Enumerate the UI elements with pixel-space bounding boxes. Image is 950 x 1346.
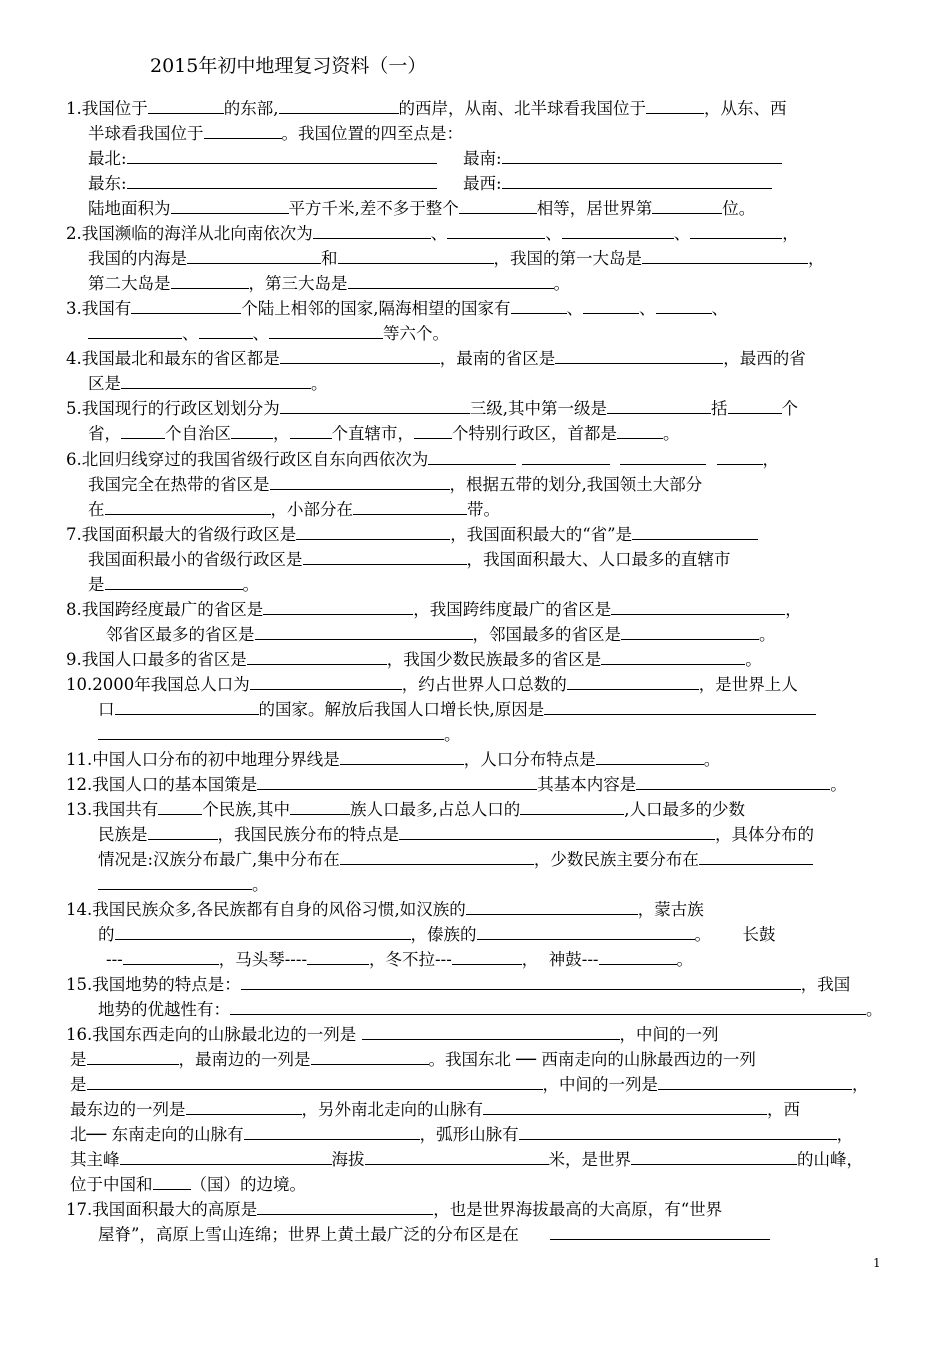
answer-blank[interactable]	[120, 1147, 332, 1165]
answer-blank[interactable]	[658, 1072, 852, 1090]
question-text: 最南:	[463, 149, 502, 168]
question-text: 。	[694, 925, 711, 944]
question-text: 14.我国民族众多,各民族都有自身的风俗习惯,如汉族的	[66, 900, 466, 919]
question-text: 15.我国地势的特点是：	[66, 975, 241, 994]
question-line	[88, 246, 825, 268]
question-text: 地势的优越性有：	[98, 1000, 230, 1019]
question-text: 、	[252, 324, 269, 343]
answer-blank[interactable]	[632, 522, 758, 540]
question-line	[463, 171, 772, 193]
answer-blank[interactable]	[636, 772, 830, 790]
question-text: 长鼓	[742, 925, 776, 944]
question-text: 。	[553, 274, 570, 293]
question-text: ，最南边的一列是	[178, 1050, 311, 1069]
question-text: 情况是:汉族分布最广,集中分布在	[98, 850, 340, 869]
answer-blank[interactable]	[607, 396, 711, 414]
question-text: 口	[98, 700, 115, 719]
question-text: 屋脊”，高原上雪山连绵；世界上黄土最广泛的分布区是在	[98, 1225, 519, 1244]
question-line	[66, 897, 704, 919]
question-line	[88, 121, 463, 143]
question-line	[98, 822, 814, 844]
question-text: 邻省区最多的省区是	[106, 625, 255, 644]
answer-blank[interactable]	[98, 722, 444, 740]
answer-blank[interactable]	[241, 972, 801, 990]
question-text: 、	[711, 299, 728, 318]
question-text: ，西	[767, 1100, 800, 1119]
answer-blank[interactable]	[87, 1072, 543, 1090]
question-text: 。	[759, 625, 776, 644]
question-text: 个	[781, 399, 798, 418]
answer-blank[interactable]	[247, 647, 387, 665]
question-text: ，	[808, 249, 825, 268]
question-text: ---	[106, 950, 123, 969]
answer-blank[interactable]	[269, 321, 383, 339]
question-text: ，从东、西	[704, 99, 787, 118]
page-title: 2015年初中地理复习资料（一）	[150, 55, 427, 77]
question-text: ，第三大岛是	[248, 274, 348, 293]
question-text: 10.2000年我国总人口为	[66, 675, 250, 694]
question-text: ，傣族的	[410, 925, 477, 944]
question-text: ，中间的一列	[619, 1025, 719, 1044]
question-text: ，	[782, 224, 799, 243]
question-line	[88, 472, 702, 494]
question-line	[70, 1172, 306, 1194]
question-line	[66, 396, 798, 418]
question-text: 和	[321, 249, 338, 268]
answer-blank[interactable]	[631, 1147, 797, 1165]
answer-blank[interactable]	[596, 747, 704, 765]
question-text: ，最南的省区是	[439, 349, 556, 368]
question-text: 、	[673, 224, 691, 243]
question-text: ，	[273, 424, 290, 443]
question-text: 是	[70, 1050, 87, 1069]
question-text: ，我国跨纬度最广的省区是	[413, 600, 612, 619]
question-line	[88, 146, 437, 168]
question-line	[66, 296, 728, 318]
answer-blank[interactable]	[642, 246, 808, 264]
answer-blank[interactable]	[303, 547, 467, 565]
answer-blank[interactable]	[290, 797, 350, 815]
question-text: 、	[430, 224, 448, 243]
answer-blank[interactable]	[466, 897, 638, 915]
question-line	[88, 196, 755, 218]
question-text: 。	[242, 575, 259, 594]
question-text: ，我国少数民族最多的省区是	[386, 650, 602, 669]
question-text: ，我国	[800, 975, 851, 994]
question-text: 民族是	[98, 825, 148, 844]
question-line	[98, 1222, 770, 1244]
answer-blank[interactable]	[127, 171, 437, 189]
answer-blank[interactable]	[244, 1122, 420, 1140]
answer-blank[interactable]	[447, 221, 545, 239]
answer-blank[interactable]	[87, 1047, 179, 1065]
question-text: 。我国位置的四至点是：	[281, 124, 463, 143]
answer-blank[interactable]	[279, 96, 399, 114]
question-text: ，冬不拉---	[369, 950, 452, 969]
answer-blank[interactable]	[620, 447, 706, 465]
question-line	[88, 421, 680, 443]
question-text: ，少数民族主要分布在	[533, 850, 699, 869]
question-text: 族人口最多,占总人口的	[350, 800, 521, 819]
answer-blank[interactable]	[280, 396, 470, 414]
question-text: 我国完全在热带的省区是	[88, 475, 270, 494]
question-text: 。我国东北 ── 西南走向的山脉最西边的一列	[428, 1050, 756, 1069]
answer-blank[interactable]	[611, 597, 785, 615]
answer-blank[interactable]	[646, 96, 704, 114]
question-line	[98, 697, 816, 719]
question-text: 我国面积最小的省级行政区是	[88, 550, 303, 569]
answer-blank[interactable]	[699, 847, 813, 865]
question-text: 17.我国面积最大的高原是	[66, 1200, 258, 1219]
answer-blank[interactable]	[562, 221, 674, 239]
question-text: 个自治区	[165, 424, 231, 443]
question-text: 13.我国共有	[66, 800, 159, 819]
question-line	[98, 722, 461, 744]
question-line	[70, 1072, 869, 1094]
question-text: （国）的边境。	[190, 1175, 306, 1194]
answer-blank[interactable]	[311, 1047, 429, 1065]
question-text: ，	[836, 1125, 854, 1144]
answer-blank[interactable]	[459, 196, 537, 214]
answer-blank[interactable]	[187, 246, 321, 264]
answer-blank[interactable]	[452, 947, 522, 965]
question-text: 米，是世界	[548, 1150, 631, 1169]
question-line	[98, 872, 269, 894]
question-text: ，根据五带的划分,我国领土大部分	[449, 475, 703, 494]
question-line	[66, 672, 798, 694]
question-text: ，中间的一列是	[542, 1075, 658, 1094]
question-text: 陆地面积为	[88, 199, 171, 218]
question-text: 的	[98, 925, 115, 944]
question-text: 、	[545, 224, 562, 243]
question-text: ，也是世界海拔最高的大高原，有“世界	[433, 1200, 723, 1219]
question-line	[66, 1197, 722, 1219]
question-text: 最东边的一列是	[70, 1100, 186, 1119]
answer-blank[interactable]	[520, 797, 624, 815]
question-text: 在	[88, 500, 105, 519]
question-text: ，最西的省	[723, 349, 806, 368]
question-text: 个特别行政区，首都是	[452, 424, 617, 443]
answer-blank[interactable]	[550, 1222, 770, 1240]
question-text: ，	[762, 450, 779, 469]
answer-blank[interactable]	[583, 296, 639, 314]
question-text: 4.我国最北和最东的省区都是	[66, 349, 280, 368]
question-text: 第二大岛是	[88, 274, 171, 293]
question-text: 北── 东南走向的山脉有	[70, 1125, 244, 1144]
question-text: 带。	[467, 500, 500, 519]
question-text: 。	[703, 750, 721, 769]
question-text: 5.我国现行的行政区划划分为	[66, 399, 280, 418]
question-text: 其主峰	[70, 1150, 120, 1169]
question-text: 6.北回归线穿过的我国省级行政区自东向西依次为	[66, 450, 429, 469]
question-line	[70, 1147, 863, 1169]
question-line	[88, 321, 449, 343]
answer-blank[interactable]	[502, 171, 772, 189]
answer-blank[interactable]	[567, 672, 699, 690]
question-line	[463, 146, 782, 168]
question-text: 3.我国有	[66, 299, 132, 318]
answer-blank[interactable]	[483, 1097, 767, 1115]
question-line	[88, 497, 500, 519]
answer-blank[interactable]	[617, 421, 663, 439]
question-text: ，	[521, 950, 539, 969]
question-text: ，约占世界人口总数的	[401, 675, 567, 694]
answer-blank[interactable]	[296, 522, 450, 540]
question-text: 位于中国和	[70, 1175, 153, 1194]
question-text: 。	[444, 725, 461, 744]
question-line	[66, 447, 779, 469]
answer-blank[interactable]	[171, 196, 289, 214]
question-text: 16.我国东西走向的山脉最北边的一列是	[66, 1025, 357, 1044]
answer-blank[interactable]	[656, 296, 712, 314]
answer-blank[interactable]	[199, 321, 253, 339]
question-text: ，蒙古族	[637, 900, 704, 919]
question-text: 、	[639, 299, 656, 318]
answer-blank[interactable]	[555, 346, 723, 364]
answer-blank[interactable]	[599, 947, 677, 965]
answer-blank[interactable]	[690, 221, 782, 239]
question-text: 。	[830, 775, 847, 794]
question-text: 最北:	[88, 149, 127, 168]
question-text: ，是世界上人	[698, 675, 798, 694]
question-text: ，人口分布特点是	[463, 750, 596, 769]
question-line	[70, 1122, 853, 1144]
answer-blank[interactable]	[270, 472, 450, 490]
question-line	[66, 747, 720, 769]
answer-blank[interactable]	[338, 246, 494, 264]
question-line	[106, 622, 776, 644]
answer-blank[interactable]	[428, 447, 516, 465]
answer-blank[interactable]	[121, 371, 311, 389]
question-line	[88, 572, 259, 594]
question-text: 省，	[88, 424, 121, 443]
question-text: 、	[566, 299, 583, 318]
answer-blank[interactable]	[153, 1172, 191, 1190]
answer-blank[interactable]	[280, 346, 440, 364]
question-text: 8.我国跨经度最广的省区是	[66, 600, 264, 619]
answer-blank[interactable]	[105, 497, 271, 515]
question-line	[66, 597, 802, 619]
question-line	[98, 922, 775, 944]
answer-blank[interactable]	[105, 572, 243, 590]
question-text: 。	[663, 424, 680, 443]
question-text: 的国家。解放后我国人口增长快,原因是	[258, 700, 545, 719]
question-text: 神鼓---	[548, 950, 599, 969]
answer-blank[interactable]	[257, 1197, 433, 1215]
answer-blank[interactable]	[307, 947, 369, 965]
question-text: 平方千米,差不多于整个	[288, 199, 459, 218]
question-line	[66, 346, 806, 368]
question-text: 最西:	[463, 174, 502, 193]
answer-blank[interactable]	[340, 847, 534, 865]
question-text: 个陆上相邻的国家,隔海相望的国家有	[241, 299, 511, 318]
answer-blank[interactable]	[313, 221, 431, 239]
answer-blank[interactable]	[131, 296, 241, 314]
question-line	[88, 371, 328, 393]
answer-blank[interactable]	[115, 922, 411, 940]
answer-blank[interactable]	[353, 497, 467, 515]
question-line	[66, 972, 850, 994]
question-text: ，弧形山脉有	[419, 1125, 519, 1144]
question-text: 其基本内容是	[537, 775, 637, 794]
question-text: 的东部,	[223, 99, 279, 118]
answer-blank[interactable]	[250, 672, 402, 690]
answer-blank[interactable]	[502, 146, 782, 164]
answer-blank[interactable]	[519, 1122, 837, 1140]
answer-blank[interactable]	[88, 321, 182, 339]
answer-blank[interactable]	[340, 747, 464, 765]
question-text: 9.我国人口最多的省区是	[66, 650, 247, 669]
question-text: ，小部分在	[270, 500, 353, 519]
question-text: 括	[711, 399, 728, 418]
question-text: ，另外南北走向的山脉有	[301, 1100, 483, 1119]
question-text: 三级,其中第一级是	[469, 399, 607, 418]
question-text: 的西岸，从南、北半球看我国位于	[398, 99, 646, 118]
answer-blank[interactable]	[362, 1022, 620, 1040]
question-text: 11.中国人口分布的初中地理分界线是	[66, 750, 340, 769]
question-text: ，具体分布的	[715, 825, 814, 844]
question-line	[98, 997, 883, 1019]
answer-blank[interactable]	[171, 271, 249, 289]
question-line	[66, 647, 762, 669]
answer-blank[interactable]	[148, 822, 218, 840]
question-text: 2.我国濒临的海洋从北向南依次为	[66, 224, 313, 243]
answer-blank[interactable]	[230, 997, 866, 1015]
answer-blank[interactable]	[414, 421, 452, 439]
question-line	[70, 1047, 756, 1069]
question-text: 是	[70, 1075, 87, 1094]
answer-blank[interactable]	[263, 597, 413, 615]
question-line	[98, 847, 813, 869]
question-text: 。	[311, 374, 328, 393]
question-line	[66, 522, 758, 544]
answer-blank[interactable]	[477, 922, 695, 940]
question-text: 。	[866, 1000, 883, 1019]
question-text: ,人口最多的少数	[624, 800, 745, 819]
answer-blank[interactable]	[121, 421, 165, 439]
answer-blank[interactable]	[717, 447, 763, 465]
answer-blank[interactable]	[522, 447, 610, 465]
question-text: 。	[745, 650, 762, 669]
question-text: 半球看我国位于	[88, 124, 204, 143]
question-text: 个直辖市，	[331, 424, 414, 443]
question-text: 等六个。	[383, 324, 449, 343]
question-line	[70, 1097, 800, 1119]
question-text: 1.我国位于	[66, 99, 148, 118]
answer-blank[interactable]	[115, 697, 259, 715]
question-line	[66, 772, 847, 794]
question-text: 最东:	[88, 174, 127, 193]
question-text: ，马头琴----	[218, 950, 308, 969]
answer-blank[interactable]	[148, 96, 224, 114]
question-text: ，我国面积最大、人口最多的直辖市	[466, 550, 731, 569]
question-text: 、	[182, 324, 199, 343]
question-text: 12.我国人口的基本国策是	[66, 775, 258, 794]
answer-blank[interactable]	[127, 146, 437, 164]
answer-blank[interactable]	[231, 421, 273, 439]
answer-blank[interactable]	[544, 697, 816, 715]
question-text: ，	[852, 1075, 869, 1094]
question-text: ，我国民族分布的特点是	[217, 825, 399, 844]
answer-blank[interactable]	[728, 396, 782, 414]
question-text: ，邻国最多的省区是	[472, 625, 621, 644]
answer-blank[interactable]	[621, 622, 759, 640]
question-line	[88, 171, 437, 193]
question-line	[66, 96, 787, 118]
question-text: 。	[252, 875, 269, 894]
question-text: ，我国面积最大的“省”是	[450, 525, 633, 544]
question-text: 相等，居世界第	[536, 199, 653, 218]
answer-blank[interactable]	[348, 271, 554, 289]
answer-blank[interactable]	[158, 797, 202, 815]
question-text: 。	[676, 950, 694, 969]
page-number: 1	[873, 1256, 881, 1270]
answer-blank[interactable]	[365, 1147, 549, 1165]
answer-blank[interactable]	[255, 622, 473, 640]
question-text: 位。	[722, 199, 756, 218]
answer-blank[interactable]	[186, 1097, 302, 1115]
question-text: 是	[88, 575, 105, 594]
question-line	[66, 1022, 719, 1044]
question-text: 7.我国面积最大的省级行政区是	[66, 525, 297, 544]
question-line	[88, 271, 570, 293]
question-text: 个民族,其中	[202, 800, 290, 819]
answer-blank[interactable]	[98, 872, 252, 890]
question-text: 我国的内海是	[88, 249, 187, 268]
question-line	[88, 547, 731, 569]
answer-blank[interactable]	[601, 647, 745, 665]
question-text: 区是	[88, 374, 121, 393]
question-text: 的山峰，	[797, 1150, 863, 1169]
answer-blank[interactable]	[511, 296, 567, 314]
question-text: ，	[785, 600, 802, 619]
answer-blank[interactable]	[257, 772, 537, 790]
answer-blank[interactable]	[399, 822, 715, 840]
question-line	[66, 221, 799, 243]
question-line	[106, 947, 693, 969]
answer-blank[interactable]	[652, 196, 722, 214]
answer-blank[interactable]	[204, 121, 282, 139]
question-text: ，我国的第一大岛是	[493, 249, 642, 268]
answer-blank[interactable]	[290, 421, 332, 439]
question-text: 海拔	[331, 1150, 365, 1169]
answer-blank[interactable]	[123, 947, 219, 965]
question-line	[66, 797, 745, 819]
